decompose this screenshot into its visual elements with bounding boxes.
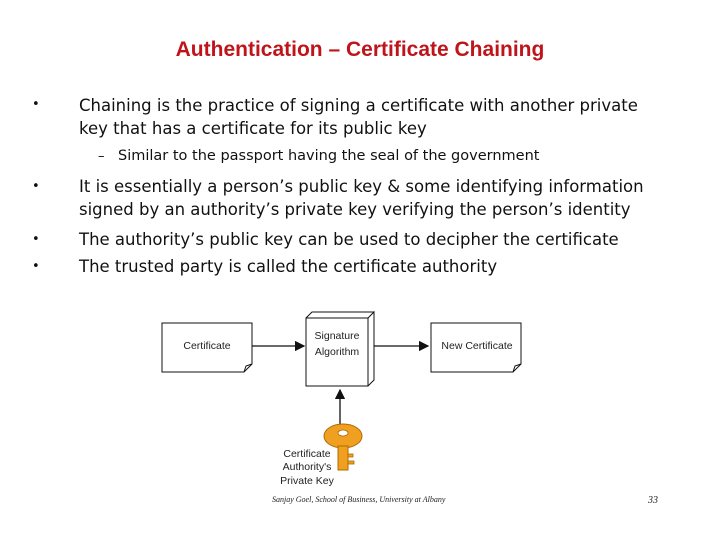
bullet-marker-1: • (32, 97, 40, 112)
bullet-2-line-2: signed by an authority’s private key verifying the person’s identity (79, 200, 631, 219)
slide-title: Authentication – Certificate Chaining (175, 38, 545, 61)
bullet-marker-2: • (32, 179, 40, 194)
bullet-1-line-2: key that has a certificate for its public key (79, 119, 427, 138)
bullet-2-line-1: It is essentially a person’s public key & some identifying information (79, 177, 644, 196)
key-label-line-2: Authority's (282, 461, 332, 473)
sub-bullet-text: Similar to the passport having the seal of the government (118, 148, 540, 164)
bullet-marker-4: • (32, 259, 40, 274)
sub-bullet-marker: – (98, 149, 105, 164)
signature-algorithm-box (306, 312, 374, 386)
key-label-line-3: Private Key (280, 475, 334, 487)
bullet-1-line-1: Chaining is the practice of signing a certificate with another private (79, 96, 638, 115)
bullet-4-line-1: The trusted party is called the certificate authority (79, 257, 498, 276)
new-certificate-document (431, 323, 521, 372)
page-number: 33 (648, 495, 658, 506)
new-certificate-label: New Certificate (441, 340, 513, 352)
footer-credit: Sanjay Goel, School of Business, University at Albany (272, 495, 446, 504)
key-label-line-1: Certificate (283, 448, 331, 460)
signature-label-line-1: Signature (314, 330, 360, 342)
certificate-document (162, 323, 252, 372)
bullet-3-line-1: The authority’s public key can be used to decipher the certificate (79, 230, 619, 249)
signature-label-line-2: Algorithm (314, 346, 360, 358)
bullet-marker-3: • (32, 232, 40, 247)
certificate-label: Certificate (183, 340, 231, 352)
